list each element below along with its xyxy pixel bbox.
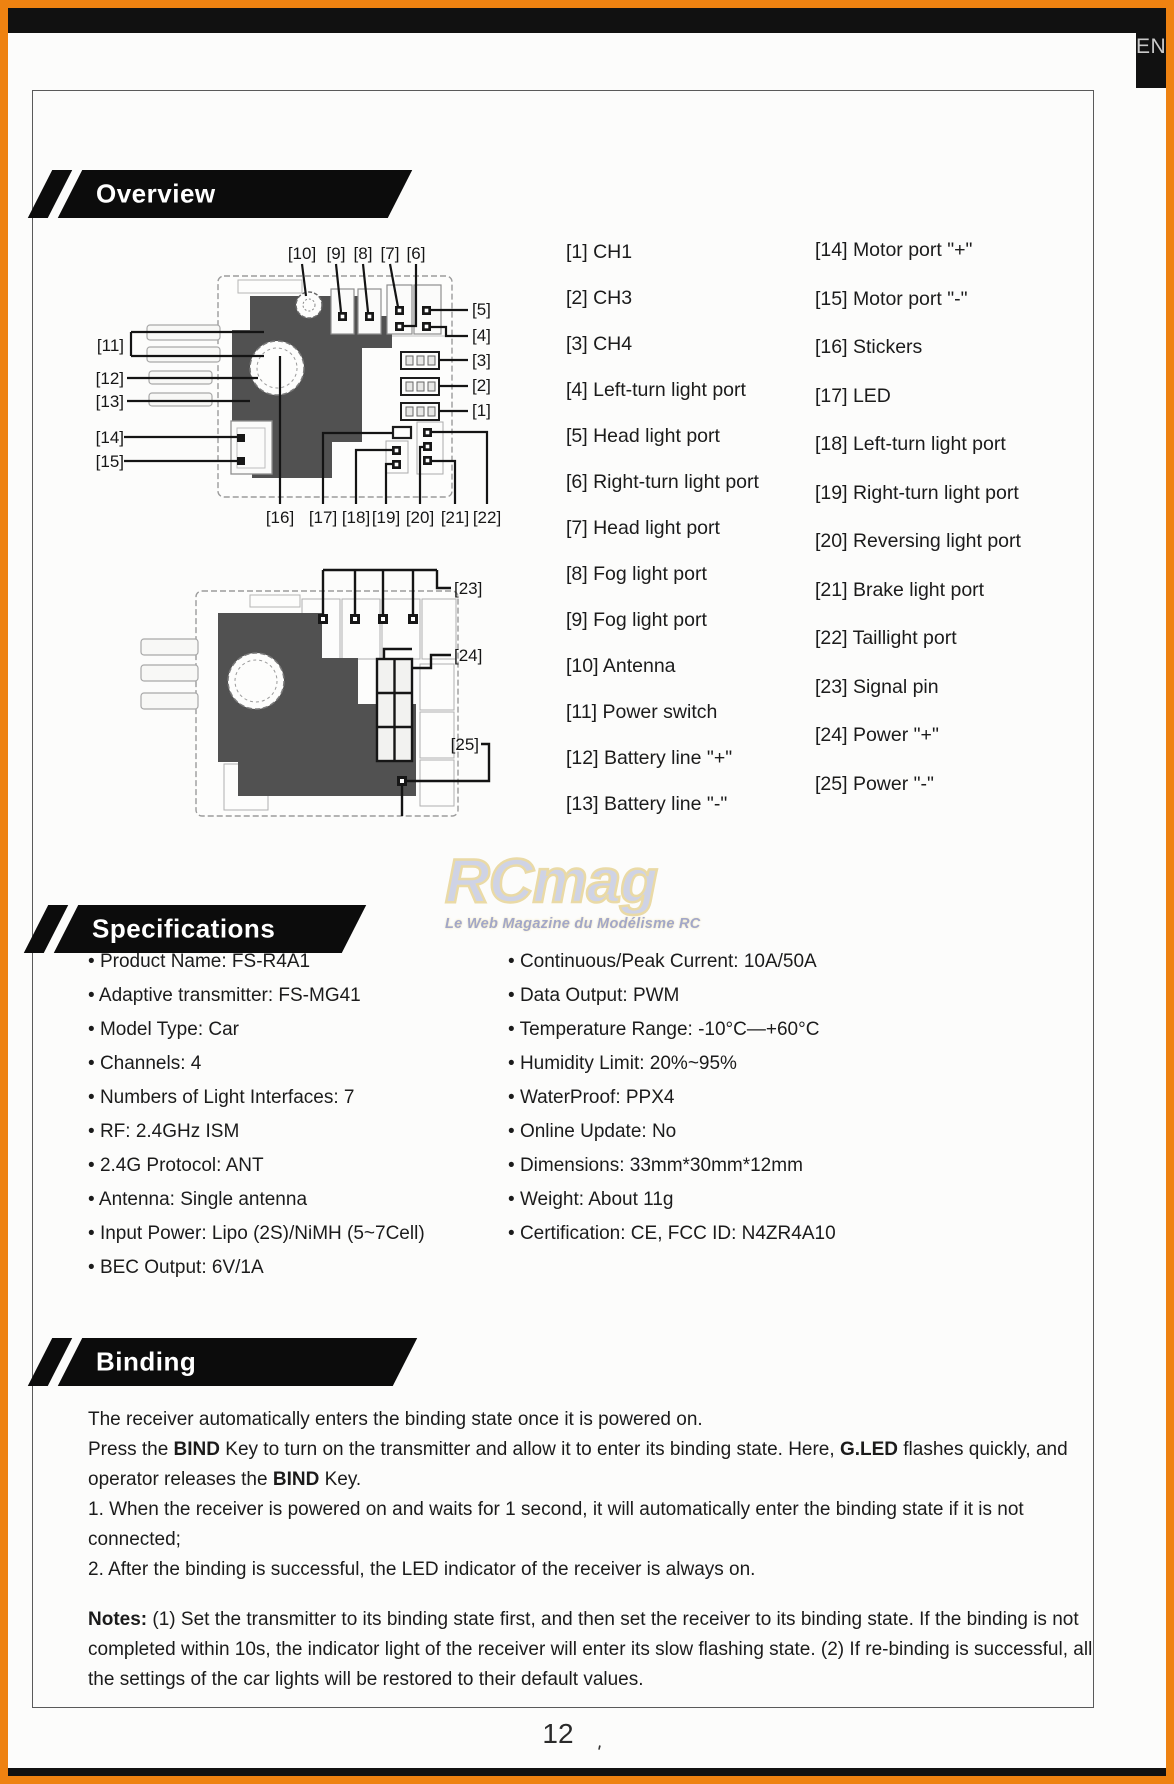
port-label: [20] Reversing light port xyxy=(815,530,1021,552)
callout-label: [11] xyxy=(96,336,124,355)
diagram1-bottom-callouts xyxy=(266,508,501,527)
port-label: [9] Fog light port xyxy=(566,609,707,631)
antenna-circle xyxy=(296,292,322,318)
port-label: [10] Antenna xyxy=(566,655,676,677)
port-label: [22] Taillight port xyxy=(815,627,957,649)
spec-item: • Online Update: No xyxy=(508,1121,836,1143)
spec-item: • Continuous/Peak Current: 10A/50A xyxy=(508,951,836,973)
callout-label: [21] xyxy=(440,508,470,527)
diagram1-right-callouts xyxy=(472,300,491,420)
spec-item: • Weight: About 11g xyxy=(508,1189,836,1211)
callout-label: [19] xyxy=(371,508,401,527)
binding-section-banner xyxy=(40,1338,405,1386)
port-label: [24] Power "+" xyxy=(815,724,939,746)
language-label: EN xyxy=(1136,35,1167,58)
callout-label: [18] xyxy=(341,508,371,527)
callout-label: [14] xyxy=(95,428,124,447)
callout-label: [12] xyxy=(95,369,124,388)
led-rect xyxy=(393,427,411,438)
port-label: [16] Stickers xyxy=(815,336,923,358)
watermark-logo: RCmag xyxy=(445,847,658,916)
spec-item: • BEC Output: 6V/1A xyxy=(88,1257,425,1279)
port-label-list-left xyxy=(566,242,759,815)
crystal-circle xyxy=(228,653,284,709)
port-label: [5] Head light port xyxy=(566,425,720,447)
callout-label: [17] xyxy=(308,508,338,527)
port-label: [17] LED xyxy=(815,384,891,407)
port-label: [23] Signal pin xyxy=(815,675,939,698)
callout-label: [15] xyxy=(95,452,124,471)
receiver-bottom-view-diagram xyxy=(141,570,489,816)
port-label: [2] CH3 xyxy=(566,287,633,309)
top-black-bar xyxy=(8,8,1166,33)
callout-label: [10] xyxy=(287,244,317,263)
callout-label: [20] xyxy=(405,508,435,527)
specifications-section-banner xyxy=(36,905,354,953)
spec-item: • Model Type: Car xyxy=(88,1019,425,1041)
port-label: [1] CH1 xyxy=(566,241,633,263)
callout-label: [2] xyxy=(472,376,491,395)
callout-label: [23] xyxy=(454,579,483,598)
spec-item: • Input Power: Lipo (2S)/NiMH (5~7Cell) xyxy=(88,1223,425,1245)
port-label: [14] Motor port "+" xyxy=(815,239,973,261)
input-wires xyxy=(141,639,198,709)
port-label: [13] Battery line "-" xyxy=(566,793,728,815)
diagram1-top-callouts xyxy=(288,244,426,263)
binding-paragraph: The receiver automatically enters the binding state once it is powered on. xyxy=(88,1409,703,1430)
spec-item: • Dimensions: 33mm*30mm*12mm xyxy=(508,1155,836,1177)
crystal-circle xyxy=(250,341,304,395)
bottom-black-bar xyxy=(8,1768,1166,1776)
spec-list-right xyxy=(508,951,836,1245)
binding-notes: Notes: (1) Set the transmitter to its binding state first, and then set the receiver to its binding state. If the binding is not completed within 10s, the indicator light of the receiver will enter its slow flashing state. (2) If re-binding is successful, all the settings of the car lights will be restored to their default values. xyxy=(88,1609,1093,1690)
overview-section-banner xyxy=(40,170,400,218)
spec-item: • WaterProof: PPX4 xyxy=(508,1087,836,1109)
spec-item: • Data Output: PWM xyxy=(508,985,836,1007)
callout-label: [13] xyxy=(95,392,124,411)
spec-item: • Antenna: Single antenna xyxy=(88,1189,425,1211)
callout-label: [24] xyxy=(454,646,483,665)
binding-body-text xyxy=(88,1405,1103,1695)
spec-item: • 2.4G Protocol: ANT xyxy=(88,1155,425,1177)
callout-label: [25] xyxy=(450,735,479,754)
port-label: [21] Brake light port xyxy=(815,578,985,601)
callout-label: [4] xyxy=(472,326,491,345)
port-label-list-right xyxy=(815,240,1021,794)
spec-list-left xyxy=(88,951,425,1279)
callout-label: [22] xyxy=(472,508,502,527)
scan-ink-mark: ' xyxy=(593,1741,603,1765)
spec-item: • Adaptive transmitter: FS-MG41 xyxy=(88,985,425,1007)
spec-item: • Temperature Range: -10°C—+60°C xyxy=(508,1019,836,1041)
input-wires xyxy=(147,325,220,406)
spec-item: • Channels: 4 xyxy=(88,1053,425,1075)
callout-label: [8] xyxy=(353,244,373,263)
callout-label: [6] xyxy=(406,244,426,263)
port-label: [4] Left-turn light port xyxy=(566,379,746,401)
language-tab xyxy=(1136,8,1166,88)
spec-item: • Certification: CE, FCC ID: N4ZR4A10 xyxy=(508,1223,836,1245)
callout-label: [1] xyxy=(472,401,491,420)
port-label: [3] CH4 xyxy=(566,333,633,355)
callout-label: [9] xyxy=(326,244,346,263)
callout-label: [5] xyxy=(472,300,491,319)
port-label: [18] Left-turn light port xyxy=(815,433,1006,455)
channel-connectors xyxy=(401,352,439,420)
port-label: [11] Power switch xyxy=(566,701,718,723)
spec-item: • RF: 2.4GHz ISM xyxy=(88,1121,425,1143)
callout-label: [7] xyxy=(380,244,400,263)
spec-item: • Numbers of Light Interfaces: 7 xyxy=(88,1087,425,1109)
receiver-diagrams xyxy=(85,212,510,837)
binding-title: Binding xyxy=(96,1346,197,1377)
port-label: [25] Power "-" xyxy=(815,772,934,795)
power-header-grid xyxy=(377,659,412,761)
port-label: [7] Head light port xyxy=(566,517,720,539)
binding-paragraph: Press the BIND Key to turn on the transmitter and allow it to enter its binding state. Here, G.LED flashes quickly, and operator releases the BIND Key. xyxy=(88,1439,1068,1490)
callout-label: [3] xyxy=(472,351,491,370)
spec-item: • Product Name: FS-R4A1 xyxy=(88,951,425,973)
diagram1-left-callouts xyxy=(96,336,124,471)
overview-title: Overview xyxy=(96,178,216,209)
spec-item: • Humidity Limit: 20%~95% xyxy=(508,1053,836,1075)
watermark-subtitle: Le Web Magazine du Modélisme RC xyxy=(445,916,701,932)
port-label: [8] Fog light port xyxy=(566,563,707,585)
callout-label: [16] xyxy=(265,508,295,527)
page-number: 12 xyxy=(542,1718,574,1749)
port-label: [6] Right-turn light port xyxy=(566,471,759,493)
port-label: [12] Battery line "+" xyxy=(566,747,733,769)
port-label: [15] Motor port "-" xyxy=(815,287,968,310)
specifications-title: Specifications xyxy=(92,913,276,944)
binding-paragraph: 2. After the binding is successful, the LED indicator of the receiver is always on. xyxy=(88,1559,756,1580)
port-label: [19] Right-turn light port xyxy=(815,481,1019,504)
binding-paragraph: 1. When the receiver is powered on and waits for 1 second, it will automatically enter the binding state if it is not connected; xyxy=(88,1499,1024,1550)
receiver-top-view-diagram xyxy=(96,244,502,527)
